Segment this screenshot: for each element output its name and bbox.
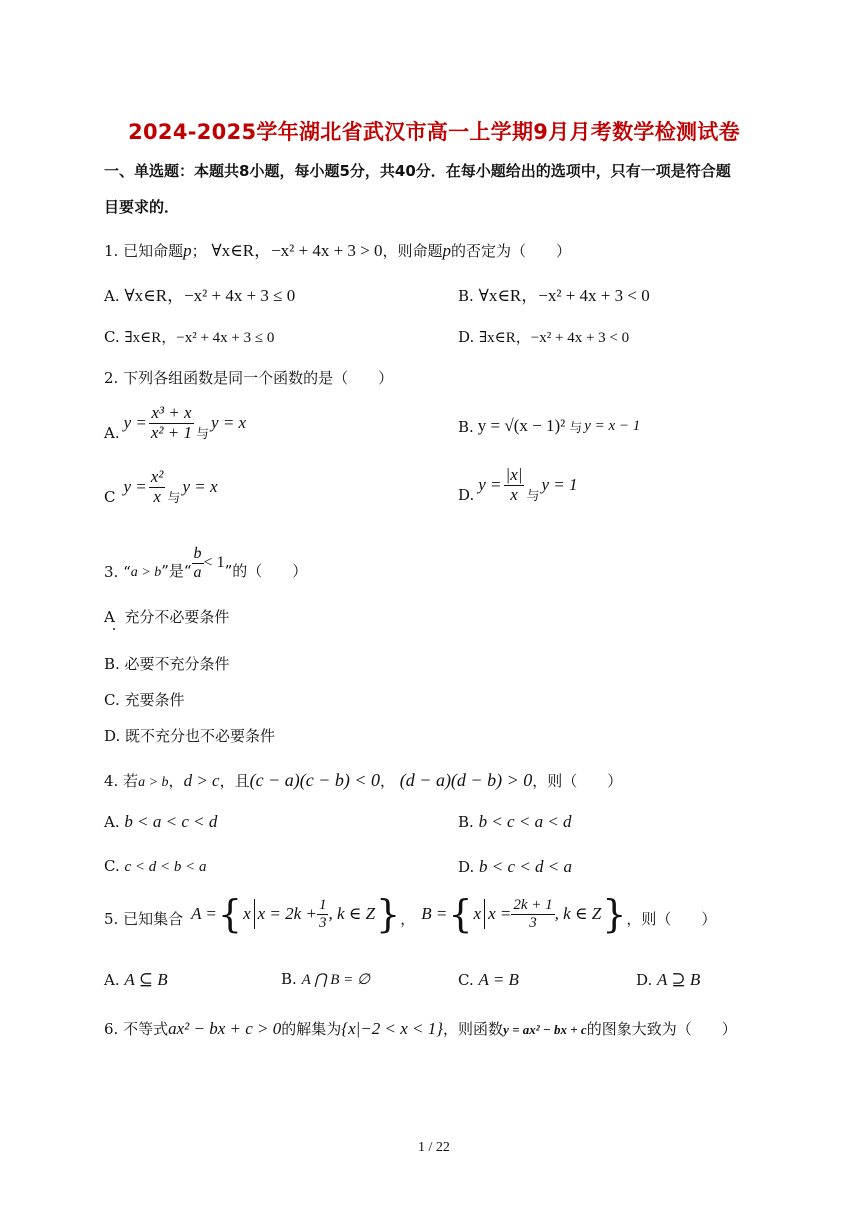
q5-option-d xyxy=(636,970,700,990)
q5-a-label: A. xyxy=(104,971,120,989)
question-2-stem: 2. 下列各组函数是同一个函数的是（ ） xyxy=(104,369,394,387)
q2-c-with: 与 xyxy=(167,491,181,507)
q3-a-text: 充分不必要条件 xyxy=(124,608,230,626)
q6-mid2: ，则函数 xyxy=(443,1020,504,1038)
q5-c-text: A = B xyxy=(478,970,519,989)
q5-prefix: 5. 已知集合 xyxy=(104,910,184,928)
q2-d-label: D. xyxy=(458,486,475,505)
q1-prefix: 1. 已知命题 xyxy=(104,242,184,260)
q5-set-a-x: x xyxy=(243,904,251,923)
q2-d-num: |x| xyxy=(505,465,523,484)
q1-option-a xyxy=(104,281,295,306)
q5-set-b-bar xyxy=(484,899,485,929)
q2-d-rhs: y = 1 xyxy=(541,475,578,495)
q4-c-text: c < d < b < a xyxy=(124,859,207,875)
q5-suffix: ，则（ ） xyxy=(626,910,717,928)
q3-option-b: B. 必要不充分条件 xyxy=(104,655,230,673)
q3-fraction xyxy=(192,545,204,581)
q3-prefix: 3. “ xyxy=(104,563,131,582)
q5-set-a-pre: x = 2k + xyxy=(257,904,317,923)
q3-suffix: ”的（ ） xyxy=(224,562,308,581)
q5-set-b-den: 3 xyxy=(529,914,537,931)
q3-option-d: D. 既不充分也不必要条件 xyxy=(104,727,276,745)
q2-option-c xyxy=(104,468,218,506)
q2-d-with: 与 xyxy=(526,489,540,505)
q3-cond1: a > b xyxy=(130,565,162,581)
q5-set-b-num: 2k + 1 xyxy=(513,897,553,913)
q3-a-label: A xyxy=(104,608,115,626)
q2-d-y: y = xyxy=(478,475,502,495)
q5-set-a xyxy=(191,892,401,936)
q5-set-a-fraction xyxy=(317,897,329,931)
q1-option-b xyxy=(458,281,650,306)
q4-c3: (c − a)(c − b) < 0 xyxy=(249,770,381,790)
q4-c-label: C. xyxy=(104,857,120,875)
q5-set-a-num: 1 xyxy=(318,897,327,913)
q6-func: y = ax² − bx + c xyxy=(503,1022,587,1037)
q5-option-c xyxy=(458,970,519,990)
q3-mid: ”是“ xyxy=(161,562,192,581)
q5-set-b-pre: x = xyxy=(488,904,512,923)
q4-option-d xyxy=(458,857,572,877)
q2-d-fraction xyxy=(504,466,525,504)
q4-b-label: B. xyxy=(458,813,474,831)
q1-c-text: ∃x∈R，−x² + 4x + 3 ≤ 0 xyxy=(124,330,275,346)
q6-mid: 的解集为 xyxy=(281,1020,342,1038)
q5-a-text: A ⊆ B xyxy=(124,970,168,989)
page-title: 2024-2025学年湖北省武汉市高一上学期9月月考数学检测试卷 xyxy=(128,120,740,144)
q3-lt: < 1 xyxy=(203,554,225,572)
q4-and: ，且 xyxy=(219,772,250,790)
q5-option-b xyxy=(281,970,370,989)
q4-a-label: A. xyxy=(104,813,120,831)
q4-c1: a > b xyxy=(138,775,169,790)
q5-set-b-lhs: B = xyxy=(421,904,448,923)
q5-set-a-post: , k ∈ Z xyxy=(328,904,376,923)
q2-a-y: y = xyxy=(123,413,147,433)
q5-set-a-den: 3 xyxy=(318,914,327,931)
q1-d-label: D. xyxy=(458,328,475,346)
q3-option-c: C. 充要条件 xyxy=(104,691,185,709)
q1-option-d xyxy=(458,326,629,347)
question-3-stem xyxy=(104,545,307,581)
q5-set-b-rbrace: } xyxy=(602,892,627,936)
q2-c-den: x xyxy=(153,486,161,506)
q5-c-label: C. xyxy=(458,971,474,989)
q5-set-b-post: , k ∈ Z xyxy=(554,904,602,923)
q6-set: {x|−2 < x < 1} xyxy=(341,1019,444,1038)
q2-c-y: y = xyxy=(123,477,147,497)
q4-prefix: 4. 若 xyxy=(104,772,139,790)
q5-b-label: B. xyxy=(281,970,297,988)
q2-option-a xyxy=(104,404,246,442)
q2-b-label: B. xyxy=(458,418,474,436)
q5-set-b-fraction xyxy=(511,897,554,931)
q2-a-fraction xyxy=(149,404,194,442)
q3-a-dot xyxy=(113,628,115,630)
q5-set-a-bar xyxy=(254,899,255,929)
q2-a-rhs: y = x xyxy=(211,413,247,433)
q1-d-text: ∃x∈R，−x² + 4x + 3 < 0 xyxy=(479,330,630,346)
q1-p2: p xyxy=(442,241,452,260)
q2-c-label: C xyxy=(104,488,116,507)
q5-d-label: D. xyxy=(636,971,653,989)
q5-set-a-lhs: A = xyxy=(191,904,217,923)
q2-b-lhs: y = √(x − 1)² xyxy=(477,416,566,435)
q5-set-a-rbrace: } xyxy=(376,892,401,936)
q6-suffix: 的图象大致为（ ） xyxy=(586,1020,737,1038)
q4-b-text: b < c < a < d xyxy=(478,812,572,831)
question-1-stem xyxy=(104,236,571,261)
question-6-stem xyxy=(104,1018,737,1039)
q2-a-num: x³ + x xyxy=(151,403,192,422)
q2-c-num: x² xyxy=(150,467,164,486)
section-header-line2: 目要求的． xyxy=(104,198,180,216)
question-5-stem: 5. 已知集合 A = { x x = 2k + $\frac{1}{3}$ , k ∈ Z } ， B = { x x = $\frac{2k + 1}{3}$ , k ∈ Z } ，则（ ） xyxy=(104,892,717,936)
q4-suffix: ，则（ ） xyxy=(532,772,623,790)
page-number: 1 / 22 xyxy=(418,1140,450,1155)
q4-option-b xyxy=(458,812,572,832)
section-header-line1: 一、单选题：本题共8小题，每小题5分，共40分．在每小题给出的选项中，只有一项是符合题 xyxy=(104,162,731,180)
q1-b-label: B. xyxy=(458,287,474,305)
q4-c4: (d − a)(d − b) > 0 xyxy=(399,770,533,790)
q2-c-rhs: y = x xyxy=(182,477,218,497)
q4-option-c xyxy=(104,857,207,876)
q5-option-a xyxy=(104,970,168,990)
q4-option-a xyxy=(104,812,217,832)
question-4-stem: 4. 若a > b，d > c，且(c − a)(c − b) < 0， (d − a)(d − b) > 0，则（ ） xyxy=(104,770,623,790)
q1-a-text: ∀x∈R，−x² + 4x + 3 ≤ 0 xyxy=(124,286,296,305)
q1-p: p xyxy=(183,241,192,260)
q6-ineq: ax² − bx + c > 0 xyxy=(168,1019,282,1038)
q5-b-text: A ⋂ B = ∅ xyxy=(301,972,371,988)
q2-c-fraction xyxy=(149,468,166,506)
q1-statement: ∀x∈R，−x² + 4x + 3 > 0 xyxy=(211,241,383,260)
q1-a-label: A. xyxy=(104,287,120,305)
q2-a-label: A. xyxy=(104,424,120,443)
q1-b-text: ∀x∈R，−x² + 4x + 3 < 0 xyxy=(478,286,650,305)
q1-mid: ，则命题 xyxy=(382,242,443,260)
q2-option-b xyxy=(458,416,640,436)
q5-set-b-lbrace: { xyxy=(448,892,473,936)
q5-set-b-x: x xyxy=(473,904,482,923)
q4-a-text: b < a < c < d xyxy=(124,812,218,831)
q4-d-text: b < c < d < a xyxy=(479,857,573,876)
q5-d-text: A ⊇ B xyxy=(657,970,701,989)
q1-option-c xyxy=(104,326,274,347)
q4-c2: d > c xyxy=(183,771,220,790)
q1-c-label: C. xyxy=(104,328,120,346)
q3-den: a xyxy=(193,563,202,581)
q3-num: b xyxy=(193,545,202,562)
q2-d-den: x xyxy=(510,484,518,504)
q5-set-a-lbrace: { xyxy=(217,892,243,936)
q6-prefix: 6. 不等式 xyxy=(104,1020,169,1038)
q1-colon: ； xyxy=(191,242,207,260)
q4-d-label: D. xyxy=(458,858,475,876)
q2-option-d xyxy=(458,466,578,504)
q3-option-a xyxy=(104,606,229,627)
q2-a-with: 与 xyxy=(196,427,210,443)
q1-suffix: 的否定为（ ） xyxy=(451,242,572,260)
q5-set-b xyxy=(421,892,627,936)
q2-b-with: 与 xyxy=(569,421,583,436)
q2-a-den: x² + 1 xyxy=(150,422,193,442)
q2-b-rhs: y = x − 1 xyxy=(584,417,641,434)
